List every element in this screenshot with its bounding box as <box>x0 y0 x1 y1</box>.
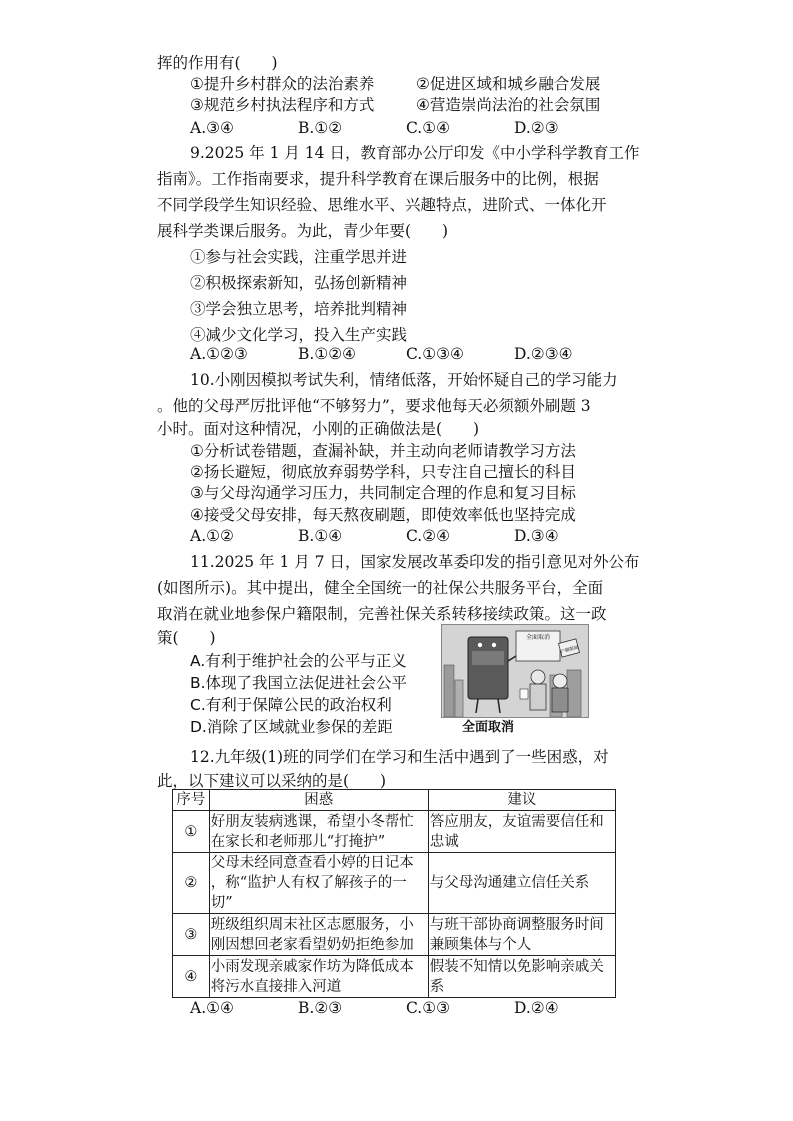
row-no: ① <box>173 811 210 853</box>
q12-option-a: A.①④ <box>190 999 234 1017</box>
q10-option-b: B.①④ <box>298 527 343 545</box>
q8-items-row-2 <box>190 94 600 116</box>
figure-caption: 全面取消 <box>462 720 515 735</box>
q9-options <box>190 343 573 365</box>
q9-item-3: ③学会独立思考，培养批判精神 <box>190 300 408 318</box>
row-no: ④ <box>173 956 210 998</box>
row-issue <box>209 811 428 853</box>
q12-option-b: B.②③ <box>298 999 343 1017</box>
q10-item-4: ④接受父母安排，每天熬夜刷题，即使效率低也坚持完成 <box>190 506 576 524</box>
q8-option-a: A.③④ <box>190 119 234 137</box>
q8-option-d: D.②③ <box>514 119 559 137</box>
issue-line: 班级组织周末社区志愿服务，小 <box>210 916 414 933</box>
advice-line: 假装不知情以免影响亲戚关 <box>429 958 604 975</box>
q10-option-d: D.③④ <box>514 527 559 545</box>
policy-cartoon-figure <box>441 624 589 718</box>
q10-item-1: ①分析试卷错题，查漏补缺，并主动向老师请教学习方法 <box>190 442 576 460</box>
advice-line: 兼顾集体与个人 <box>429 936 532 953</box>
q10-line-2: 。他的父母严厉批评他“不够努力”，要求他每天必须额外刷题 3 <box>157 397 591 415</box>
issue-line: 切” <box>210 895 233 911</box>
q9-line-3: 不同学段学生知识经验、思维水平、兴趣特点，进阶式、一体化开 <box>157 196 607 214</box>
q11-choice-b: B.体现了我国立法促进社会公平 <box>190 674 408 692</box>
cartoon-illustration <box>442 625 588 717</box>
q11-choice-d: D.消除了区域就业参保的差距 <box>190 718 393 736</box>
q9-option-d: D.②③④ <box>514 345 573 363</box>
advice-line: 答应朋友，友谊需要信任和 <box>429 813 604 830</box>
issue-line: ，称“监护人有权了解孩子的一 <box>210 875 407 891</box>
row-advice <box>428 956 615 998</box>
issue-line: 小雨发现亲戚家作坊为降低成本 <box>210 958 414 975</box>
header-advice: 建议 <box>428 790 615 811</box>
q8-option-c: C.①④ <box>406 119 451 137</box>
table-row <box>173 914 616 956</box>
q8-options <box>190 117 559 139</box>
q10-line-3: 小时。面对这种情况，小刚的正确做法是( ) <box>157 420 480 438</box>
q10-option-a: A.①② <box>190 527 234 545</box>
header-issue: 困惑 <box>209 790 428 811</box>
row-issue <box>209 956 428 998</box>
q12-option-c: C.①③ <box>406 999 451 1017</box>
q9-option-a: A.①②③ <box>190 345 248 363</box>
q9-item-4: ④减少文化学习，投入生产实践 <box>190 326 408 344</box>
q11-line-3: 取消在就业地参保户籍限制，完善社保关系转移接续政策。这一政 <box>157 605 607 623</box>
q9-item-2: ②积极探索新知，弘扬创新精神 <box>190 274 408 292</box>
row-advice <box>428 853 615 914</box>
q9-line-2: 指南》。工作指南要求，提升科学教育在课后服务中的比例，根据 <box>157 170 599 188</box>
q12-line-1: 12.九年级(1)班的同学们在学习和生活中遇到了一些困惑，对 <box>190 748 609 766</box>
figure-tag-text: 户籍限制 <box>560 645 579 656</box>
q8-item-3: ③规范乡村执法程序和方式 <box>190 96 375 114</box>
advice-line: 系 <box>429 978 445 995</box>
row-no: ③ <box>173 914 210 956</box>
header-no: 序号 <box>173 790 210 811</box>
q11-line-2: (如图所示)。其中提出，健全全国统一的社保公共服务平台，全面 <box>157 579 604 597</box>
q11-line-4: 策( ) <box>157 629 216 647</box>
q9-option-c: C.①③④ <box>406 345 464 363</box>
advice-line: 与父母沟通建立信任关系 <box>429 875 590 891</box>
q8-item-2: ②促进区域和城乡融合发展 <box>416 75 601 93</box>
table-header-row <box>173 790 616 811</box>
issue-line: 在家长和老师那儿“打掩护” <box>210 833 386 850</box>
q9-option-b: B.①②④ <box>298 345 357 363</box>
row-issue <box>209 914 428 956</box>
issue-line: 父母未经同意查看小婷的日记本 <box>210 855 414 871</box>
q9-line-1: 9.2025 年 1 月 14 日，教育部办公厅印发《中小学科学教育工作 <box>190 144 640 162</box>
q12-options <box>190 997 559 1019</box>
q12-line-2: 此，以下建议可以采纳的是( ) <box>157 772 387 790</box>
q8-item-4: ④营造崇尚法治的社会氛围 <box>416 96 601 114</box>
row-advice <box>428 811 615 853</box>
q11-choice-a: A.有利于维护社会的公平与正义 <box>190 652 407 670</box>
q10-option-c: C.②④ <box>406 527 451 545</box>
q9-item-1: ①参与社会实践，注重学思并进 <box>190 248 408 266</box>
issue-line: 将污水直接排入河道 <box>210 978 342 995</box>
q10-item-2: ②扬长避短，彻底放弃弱势学科，只专注自己擅长的科目 <box>190 463 576 481</box>
q8-item-1: ①提升乡村群众的法治素养 <box>190 75 375 93</box>
q10-options <box>190 525 559 547</box>
row-no: ② <box>173 853 210 914</box>
q8-stem-end: 挥的作用有( ) <box>157 54 278 72</box>
row-advice <box>428 914 615 956</box>
q11-choice-c: C.有利于保障公民的政治权利 <box>190 696 392 714</box>
row-issue <box>209 853 428 914</box>
q9-line-4: 展科学类课后服务。为此，青少年要( ) <box>157 222 449 240</box>
q8-option-b: B.①② <box>298 119 343 137</box>
q8-items-row-1 <box>190 73 600 95</box>
q10-line-1: 10.小刚因模拟考试失利，情绪低落，开始怀疑自己的学习能力 <box>190 371 618 389</box>
q11-line-1: 11.2025 年 1 月 7 日，国家发展改革委印发的指引意见对外公布 <box>190 553 640 571</box>
advice-line: 与班干部协商调整服务时间 <box>429 916 604 933</box>
table-row <box>173 811 616 853</box>
table-row <box>173 853 616 914</box>
issue-line: 好朋友装病逃课，希望小冬帮忙 <box>210 813 414 830</box>
q10-item-3: ③与父母沟通学习压力，共同制定合理的作息和复习目标 <box>190 484 576 502</box>
table-row <box>173 956 616 998</box>
issue-line: 刚因想回老家看望奶奶拒绝参加 <box>210 936 414 953</box>
figure-sign-text: 全面取消 <box>525 634 551 641</box>
advice-line: 忠诚 <box>429 833 459 850</box>
q12-table <box>172 789 616 998</box>
q12-option-d: D.②④ <box>514 999 559 1017</box>
